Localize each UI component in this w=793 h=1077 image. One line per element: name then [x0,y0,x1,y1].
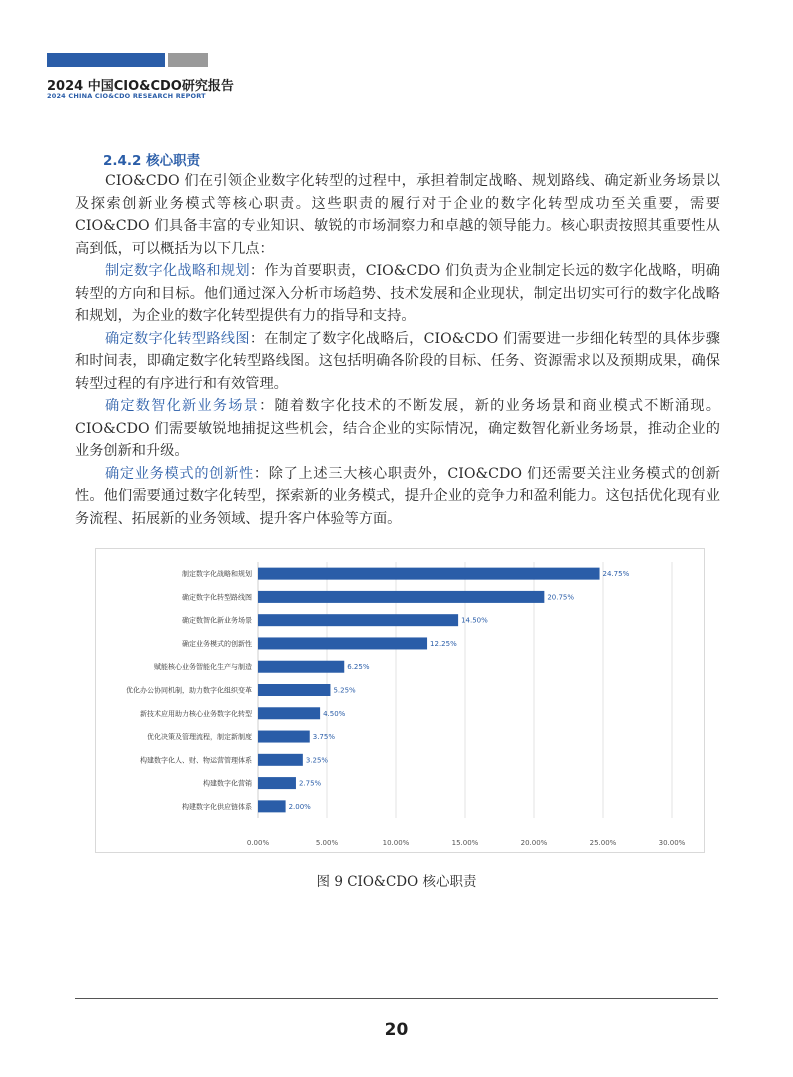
category-label: 确定数字化转型路线图 [182,593,252,602]
data-label: 4.50% [323,709,346,718]
category-label: 构建数字化人、财、物运营管理体系 [140,756,252,765]
duty-label: 确定业务模式的创新性 [105,465,254,482]
figure-caption: 图 9 CIO&CDO 核心职责 [316,874,477,890]
footer-divider [75,998,718,999]
bar [258,800,286,812]
bar-chart [95,548,705,853]
duty-label: 制定数字化战略和规划 [105,263,250,279]
category-label: 新技术应用助力核心业务数字化转型 [140,709,252,718]
duty-text: ：随着数字化技术的不断发展，新的业务场景和商业模式不断涌现。CIO&CDO 们需要敏锐地捕捉这些机会，结合企业的实际情况，确定数智化新业务场景，推动企业的业务创新和升级。 [75,398,720,459]
header-accent-bar-gray [168,53,208,67]
duty-text: ：在制定了数字化战略后，CIO&CDO 们需要进一步细化转型的具体步骤和时间表，即确定数字化转型路线图。这包括明确各阶段的目标、任务、资源需求以及预期成果，确保转型过程的有序进行和有效管理。 [75,330,720,392]
data-label: 6.25% [347,663,370,672]
header-accent-bar [47,53,165,67]
duty-text: ：作为首要职责，CIO&CDO 们负责为企业制定长远的数字化战略，明确转型的方向和目标。他们通过深入分析市场趋势、技术发展和企业现状，制定出切实可行的数字化战略和规划，为企业的数字化转型提供有力的指导和支持。 [75,263,720,324]
duty-paragraph [75,260,720,328]
section-heading: 2.4.2 核心职责 [103,153,201,169]
chart-svg [95,548,705,853]
data-label: 14.50% [461,616,488,625]
bar [258,637,427,649]
bar [258,777,296,789]
x-tick-label: 25.00% [589,839,617,847]
bar [258,707,320,719]
data-label: 2.00% [288,802,311,811]
bar [258,684,330,696]
bar [258,614,458,626]
x-tick-label: 20.00% [520,839,548,847]
data-label: 5.25% [333,686,356,695]
duty-paragraph [75,463,720,531]
duty-paragraph [75,395,720,463]
category-label: 优化决策及管理流程，制定新制度 [147,733,252,742]
page-number: 20 [384,1020,409,1040]
bar [258,661,344,673]
x-tick-label: 15.00% [451,839,479,847]
data-label: 24.75% [602,570,630,579]
category-label: 制定数字化战略和规划 [182,570,252,579]
duty-label: 确定数字化转型路线图 [105,330,250,347]
category-label: 确定数智化新业务场景 [182,616,252,625]
duty-label: 确定数智化新业务场景 [105,398,260,414]
x-tick-label: 10.00% [382,839,410,847]
x-tick-label: 5.00% [315,839,339,847]
report-title: 2024 中国CIO&CDO研究报告 [47,79,234,94]
category-label: 赋能核心业务智能化生产与制造 [154,663,252,672]
body-text [75,170,720,530]
data-label: 2.75% [298,779,322,788]
duty-text: ：除了上述三大核心职责外，CIO&CDO 们还需要关注业务模式的创新性。他们需要通过数字化转型，探索新的业务模式，提升企业的竞争力和盈利能力。这包括优化现有业务流程、拓展新的业务领域、提升客户体验等方面。 [75,465,720,527]
bar [258,731,310,743]
category-label: 构建数字化营销 [203,779,252,788]
intro-paragraph: CIO&CDO 们在引领企业数字化转型的过程中，承担着制定战略、规划路线、确定新业务场景以及探索创新业务模式等核心职责。这些职责的履行对于企业的数字化转型成功至关重要，需要CIO&CDO 们具备丰富的专业知识、敏锐的市场洞察力和卓越的领导能力。核心职责按照其重要性从高到低，可以概括为以下几点： [75,173,720,257]
x-tick-label: 30.00% [658,839,686,847]
x-tick-label: 0.00% [246,839,270,847]
bar [258,568,600,580]
bar [258,591,544,603]
duty-paragraph [75,328,720,396]
report-subtitle: 2024 CHINA CIO&CDO RESEARCH REPORT [47,92,206,100]
category-label: 确定业务模式的创新性 [182,639,252,648]
data-label: 3.25% [305,756,329,765]
bar [258,754,303,766]
category-label: 构建数字化供应链体系 [182,802,252,811]
data-label: 3.75% [312,733,335,742]
category-label: 优化办公协同机制，助力数字化组织变革 [126,686,252,695]
data-label: 12.25% [430,639,457,648]
data-label: 20.75% [547,593,575,602]
